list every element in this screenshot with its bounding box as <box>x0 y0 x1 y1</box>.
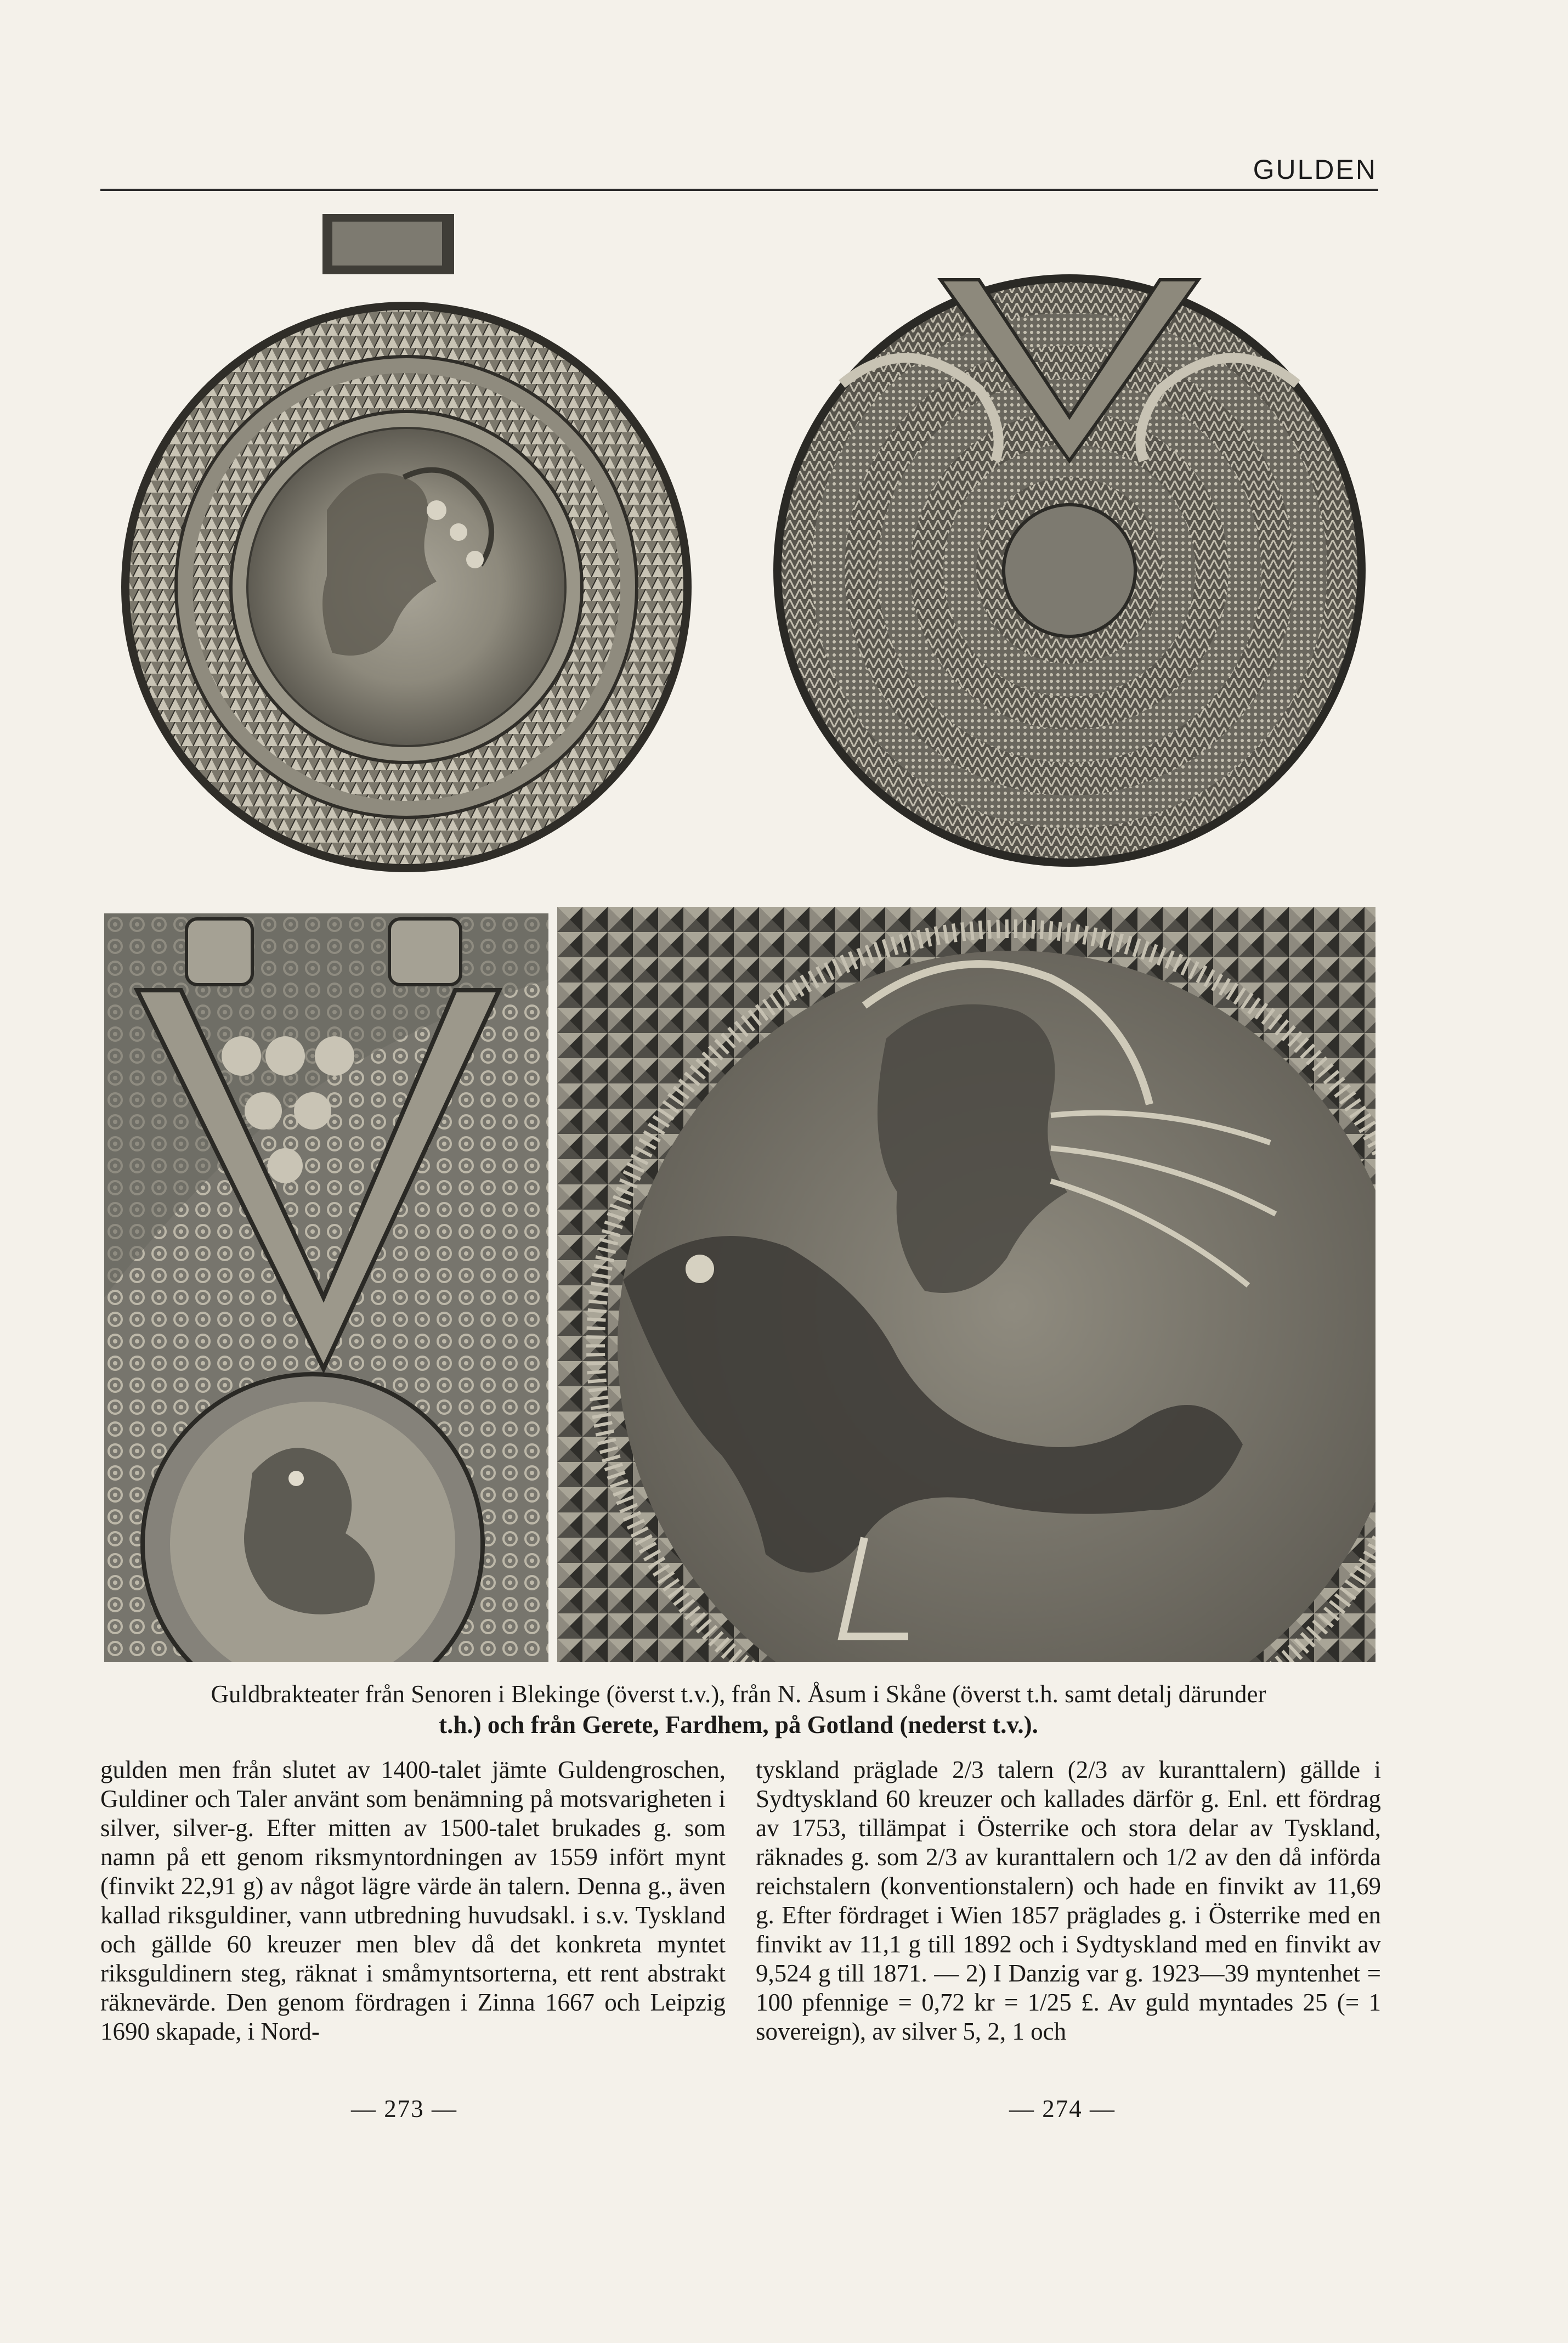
bracteate-n-asum-detail-image <box>557 907 1375 1662</box>
caption-line-1: Guldbrakteater från Senoren i Blekinge (överst t.v.), från N. Åsum i Skåne (överst t.h. samt detalj därunder <box>211 1680 1266 1708</box>
page-number-right: — 274 — <box>1009 2095 1116 2122</box>
text-column-left <box>100 1755 726 2046</box>
plate-bracteate-n-asum <box>765 263 1377 872</box>
article-text-right: tyskland präglade 2/3 talern (2/3 av kuranttalern) gällde i Sydtyskland 60 kreuzer och kallades därför g. Enl. ett fördrag av 1753, tillämpat i Österrike och stora delar av Tyskland, räknades g. som 2/3 av kuranttalern och 1/2 av den då införda reichstalern (konventionstalern) och hade en finvikt av 11,69 g. Efter fördraget i Wien 1857 präglades g. i Österrike med en finvikt av 11,1 g till 1892 och i Sydtyskland med en finvikt av 9,524 g till 1871. — 2) I Danzig var g. 1923—39 myntenhet = 100 pfennige = 0,72 kr = 1/25 £. Av guld myntades 25 (= 1 sovereign), av silver 5, 2, 1 och <box>756 1756 1381 2045</box>
plate-bracteate-n-asum-detail <box>557 907 1375 1662</box>
header-rule <box>100 189 1378 191</box>
bracteate-senoren-image <box>97 203 727 883</box>
page-number-left: — 273 — <box>351 2095 457 2122</box>
article-text-left: gulden men från slutet av 1400-talet jämte Guldengroschen, Guldiner och Taler använt som benämning på motsvarigheten i silver, silver-g. Efter mitten av 1500-talet brukades g. som namn på ett genom riksmyntordningen av 1559 infört mynt (finvikt 22,91 g) av något lägre värde än talern. Denna g., även kallad riksguldiner, vann utbredning huvudsakl. i s.v. Tyskland och gällde 60 kreuzer men blev då det konkreta myntet riksguldinern steg, räknat i småmyntsorterna, ett rent abstrakt räknevärde. Den genom fördragen i Zinna 1667 och Leipzig 1690 skapade, i Nord- <box>100 1756 726 2045</box>
plate-bracteate-gerete <box>104 913 548 1662</box>
figure-caption <box>99 1679 1378 1740</box>
plate-bracteate-senoren <box>97 203 727 883</box>
bracteate-n-asum-image <box>765 263 1377 872</box>
running-head: GULDEN <box>1253 154 1377 185</box>
caption-line-2: t.h.) och från Gerete, Fardhem, på Gotland (nederst t.v.). <box>439 1711 1038 1738</box>
bracteate-gerete-image <box>104 913 548 1662</box>
text-column-right <box>756 1755 1381 2046</box>
